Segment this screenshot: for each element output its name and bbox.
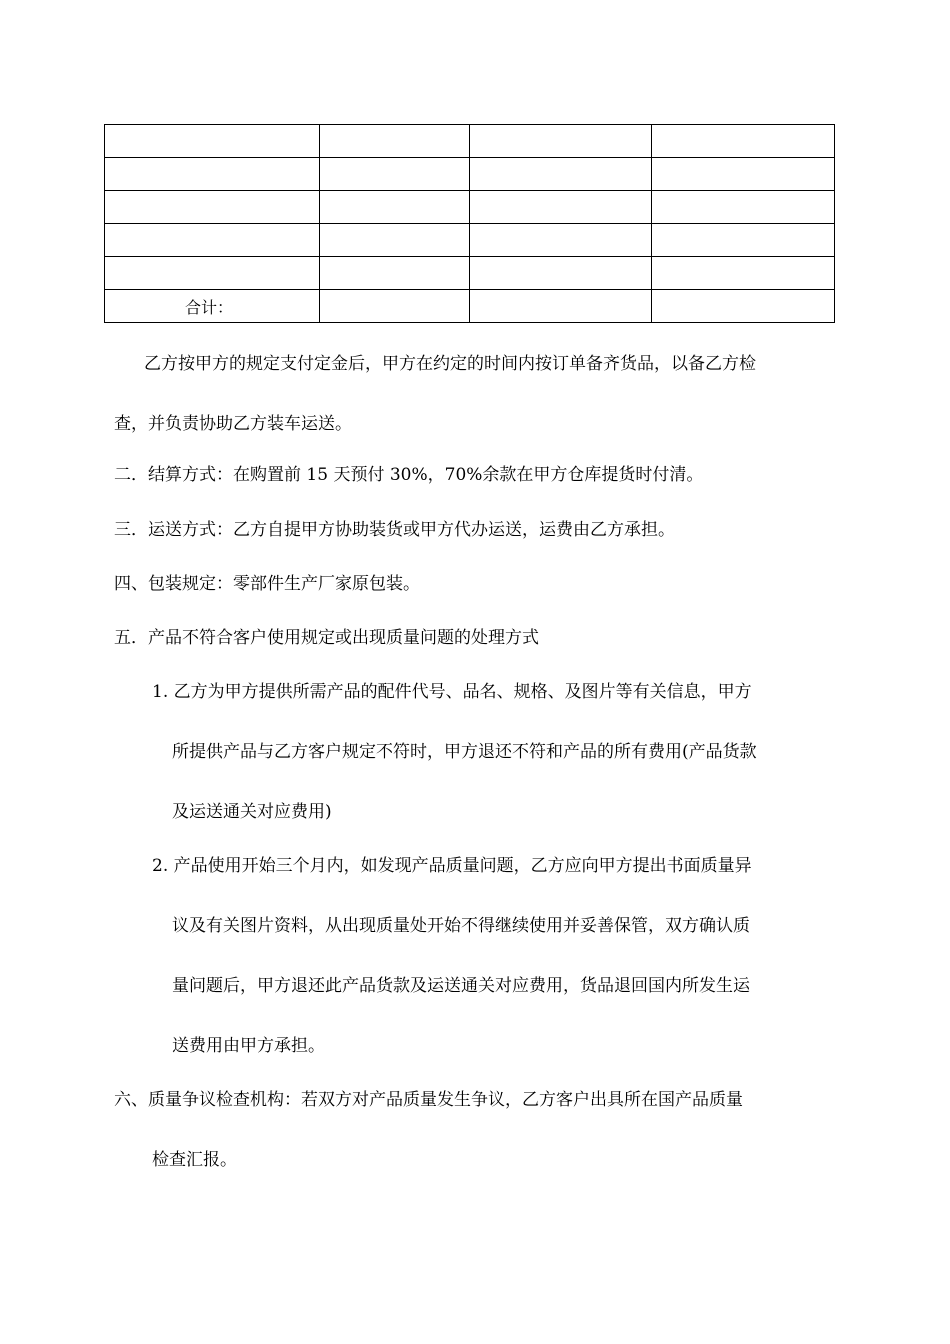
table-cell [470,191,652,224]
table-cell [105,257,320,290]
intro-line-2: 查，并负责协助乙方装车运送。 [114,414,352,434]
table-cell [652,290,835,323]
table-cell [470,158,652,191]
table-cell [652,158,835,191]
table-cell [470,125,652,158]
table-row [105,257,835,290]
table-cell [105,158,320,191]
table-row [105,158,835,191]
item2-line-1: 2. 产品使用开始三个月内，如发现产品质量问题，乙方应向甲方提出书面质量异 [152,856,752,876]
table-cell [105,224,320,257]
table-row [105,191,835,224]
table-cell [652,125,835,158]
table-cell [105,125,320,158]
table-row [105,290,835,323]
goods-table-body [105,125,835,323]
table-cell [470,290,652,323]
table-cell [652,191,835,224]
dispute-line-2: 检查汇报。 [152,1150,237,1170]
dispute-line-1: 六、质量争议检查机构：若双方对产品质量发生争议，乙方客户出具所在国产品质量 [114,1090,743,1110]
table-row [105,224,835,257]
table-cell [320,224,470,257]
table-cell [320,290,470,323]
table-cell [652,224,835,257]
item1-line-3: 及运送通关对应费用) [172,802,332,822]
clause-quality-heading: 五．产品不符合客户使用规定或出现质量问题的处理方式 [114,628,539,648]
item2-line-4: 送费用由甲方承担。 [172,1036,325,1056]
table-cell [320,191,470,224]
table-row [105,125,835,158]
intro-line-1: 乙方按甲方的规定支付定金后，甲方在约定的时间内按订单备齐货品，以备乙方检 [144,354,756,374]
table-cell [320,158,470,191]
table-cell [105,191,320,224]
item2-line-2: 议及有关图片资料，从出现质量处开始不得继续使用并妥善保管，双方确认质 [172,916,750,936]
item2-line-3: 量问题后，甲方退还此产品货款及运送通关对应费用，货品退回国内所发生运 [172,976,750,996]
table-cell [320,257,470,290]
table-cell [470,224,652,257]
table-cell [320,125,470,158]
clause-delivery: 三．运送方式：乙方自提甲方协助装货或甲方代办运送，运费由乙方承担。 [114,520,675,540]
clause-settlement: 二．结算方式：在购置前 15 天预付 30%，70%余款在甲方仓库提货时付清。 [114,465,704,485]
goods-table [104,124,835,323]
table-cell [652,257,835,290]
clause-packaging: 四、包装规定：零部件生产厂家原包装。 [114,574,420,594]
table-cell [470,257,652,290]
item1-line-2: 所提供产品与乙方客户规定不符时，甲方退还不符和产品的所有费用(产品货款 [172,742,757,762]
total-label-cell: 合计： [105,290,320,323]
item1-line-1: 1. 乙方为甲方提供所需产品的配件代号、品名、规格、及图片等有关信息，甲方 [152,682,752,702]
